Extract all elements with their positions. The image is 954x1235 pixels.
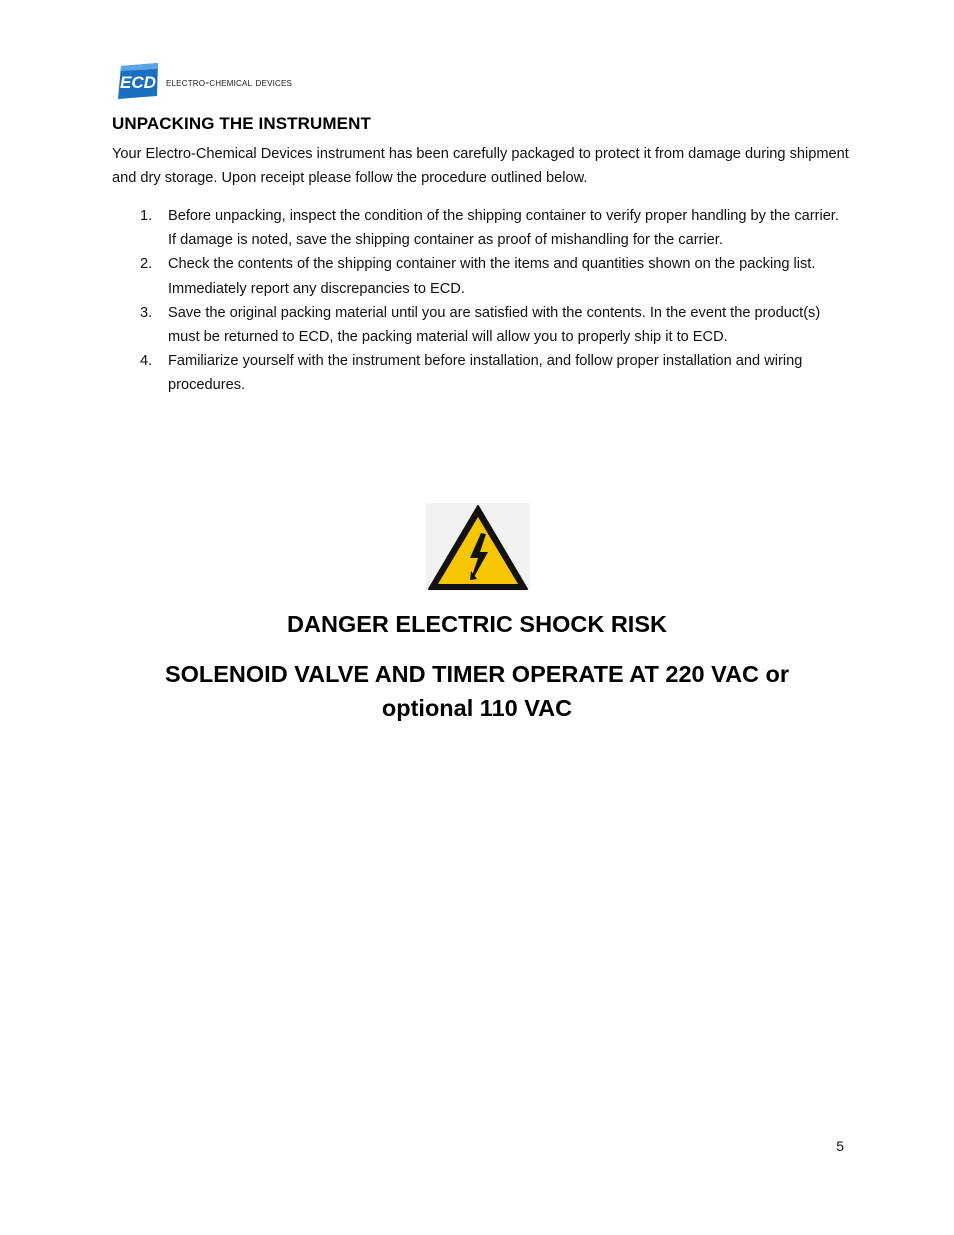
section-heading: UNPACKING THE INSTRUMENT (112, 114, 371, 133)
list-item-text: Save the original packing material until you are satisfied with the contents. In the event the product(s) must be returned to ECD, the packing material will allow you to properly ship it to ECD. (168, 304, 821, 346)
danger-title: DANGER ELECTRIC SHOCK RISK (287, 611, 667, 637)
company-logo (118, 62, 292, 100)
electric-shock-warning-icon (426, 503, 530, 591)
intro-paragraph: Your Electro-Chemical Devices instrument has been carefully packaged to protect it from damage during shipment and dry storage. Upon receipt please follow the procedure outlined below. (112, 146, 849, 186)
company-name: electro-chemical devices (166, 77, 293, 89)
list-item (112, 349, 842, 397)
list-item-number: 4. (140, 353, 153, 370)
list-item-text: Before unpacking, inspect the condition of the shipping container to verify proper handling by the carrier. If damage is noted, save the shipping container as proof of mishandling for the carrier. (168, 208, 839, 249)
list-item-text: Check the contents of the shipping container with the items and quantities shown on the packing list. Immediately report any discrepancies to ECD. (168, 256, 816, 297)
list-item-number: 1. (140, 208, 153, 224)
list-item-number: 2. (140, 256, 153, 273)
page-number: 5 (836, 1138, 844, 1154)
svg-text:ECD: ECD (120, 73, 156, 92)
list-item (112, 204, 842, 252)
unpacking-steps-list (112, 204, 842, 398)
danger-subtitle: SOLENOID VALVE AND TIMER OPERATE AT 220 VAC or optional 110 VAC (164, 661, 790, 721)
ecd-logo-icon (118, 63, 160, 99)
list-item-number: 3. (140, 304, 153, 321)
list-item-text: Familiarize yourself with the instrument before installation, and follow proper installation and wiring procedures. (168, 353, 803, 394)
list-item (112, 252, 842, 300)
list-item (112, 301, 842, 349)
